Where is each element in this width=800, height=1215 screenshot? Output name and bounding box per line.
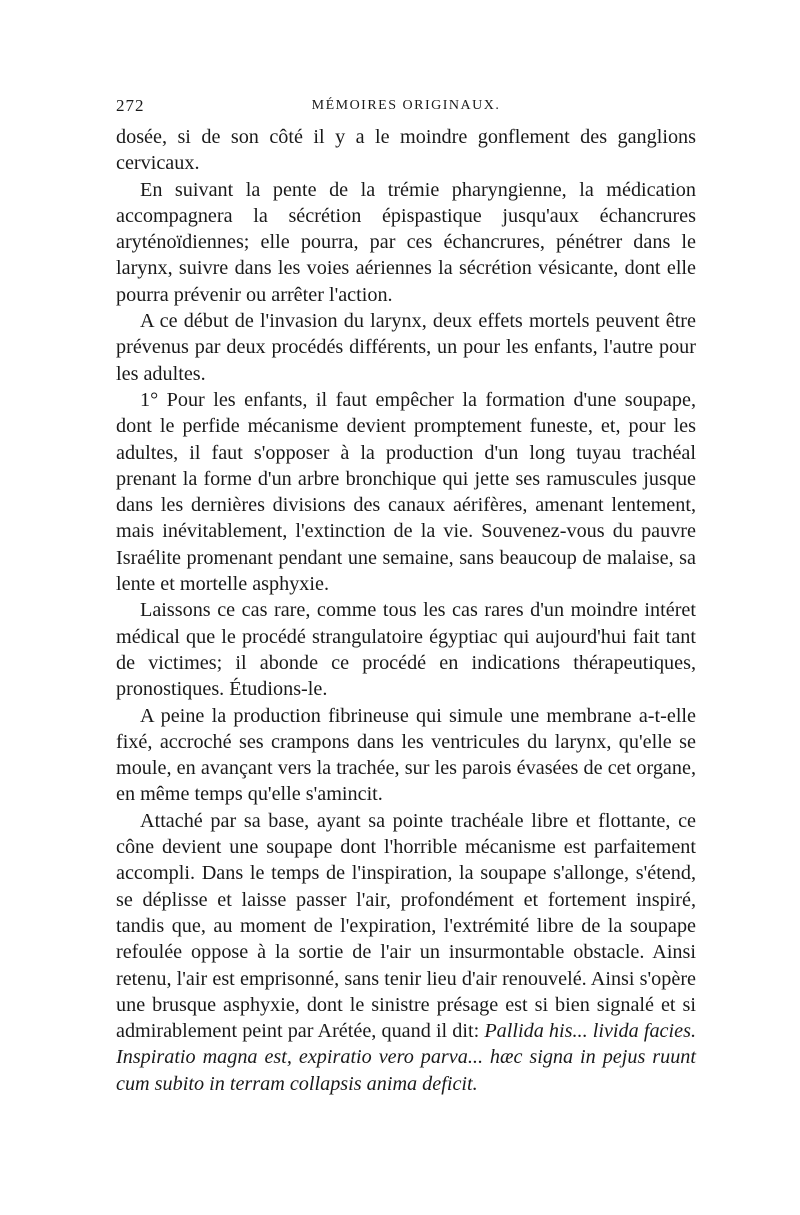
book-page (116, 96, 696, 1097)
paragraph-4: 1° Pour les enfants, il faut empêcher la formation d'une soupape, dont le perfide mécanisme devient promptement funeste, et, pour les adultes, il faut s'opposer à la production d'un long tuyau trachéal prenant la forme d'un arbre bronchique qui jette ses ramuscules jusque dans les dernières divisions des canaux aérifères, amenant lentement, mais inévitablement, l'extinction de la vie. Souvenez-vous du pauvre Israélite promenant pendant une semaine, sans beaucoup de malaise, sa lente et mortelle asphyxie. (116, 388, 696, 596)
paragraph-5: Laissons ce cas rare, comme tous les cas rares d'un moindre intéret médical que le procédé strangulatoire égyptiac qui aujourd'hui fait tant de victimes; il abonde ce procédé en indications thérapeutiques, pronostiques. Étudions-le. (116, 599, 696, 701)
paragraph-6: A peine la production fibrineuse qui simule une membrane a-t-elle fixé, accroché ses crampons dans les ventricules du larynx, qu'elle se moule, en avançant vers la trachée, sur les parois évasées de cet organe, en même temps qu'elle s'amincit. (116, 704, 696, 806)
running-head (116, 96, 696, 124)
paragraph-1: dosée, si de son côté il y a le moindre gonflement des ganglions cervicaux. (116, 126, 696, 175)
body-text (116, 124, 696, 1097)
running-title: MÉMOIRES ORIGINAUX. (311, 98, 501, 113)
page-number: 272 (116, 96, 145, 115)
paragraph-7 (116, 808, 696, 1097)
latin-quote: Pallida his... livida facies. Inspiratio magna est, expiratio vero parva... hæc signa in pejus ruunt cum subito in terram collapsis anima deficit. (116, 1020, 696, 1095)
paragraph-7-text: Attaché par sa base, ayant sa pointe trachéale libre et flottante, ce cône devient une soupape dont l'horrible mécanisme est parfaitement accompli. Dans le temps de l'inspiration, la soupape s'allonge, s'étend, se déplisse et laisse passer l'air, profondément et fortement inspiré, tandis que, au moment de l'expiration, l'extrémité libre de la soupape refoulée oppose à la sortie de l'air un insurmontable obstacle. Ainsi retenu, l'air est emprisonné, sans tenir lieu d'air renouvelé. Ainsi s'opère une brusque asphyxie, dont le sinistre présage est si bien signalé et si admirablement peint par Arétée, quand il dit: (116, 809, 696, 1043)
paragraph-2: En suivant la pente de la trémie pharyngienne, la médication accompagnera la sécrétion épispastique jusqu'aux échancrures aryténoïdiennes; elle pourra, par ces échancrures, pénétrer dans le larynx, suivre dans les voies aériennes la sécrétion vésicante, dont elle pourra prévenir ou arrêter l'action. (116, 178, 696, 306)
paragraph-3: A ce début de l'invasion du larynx, deux effets mortels peuvent être prévenus par deux procédés différents, un pour les enfants, l'autre pour les adultes. (116, 310, 696, 385)
